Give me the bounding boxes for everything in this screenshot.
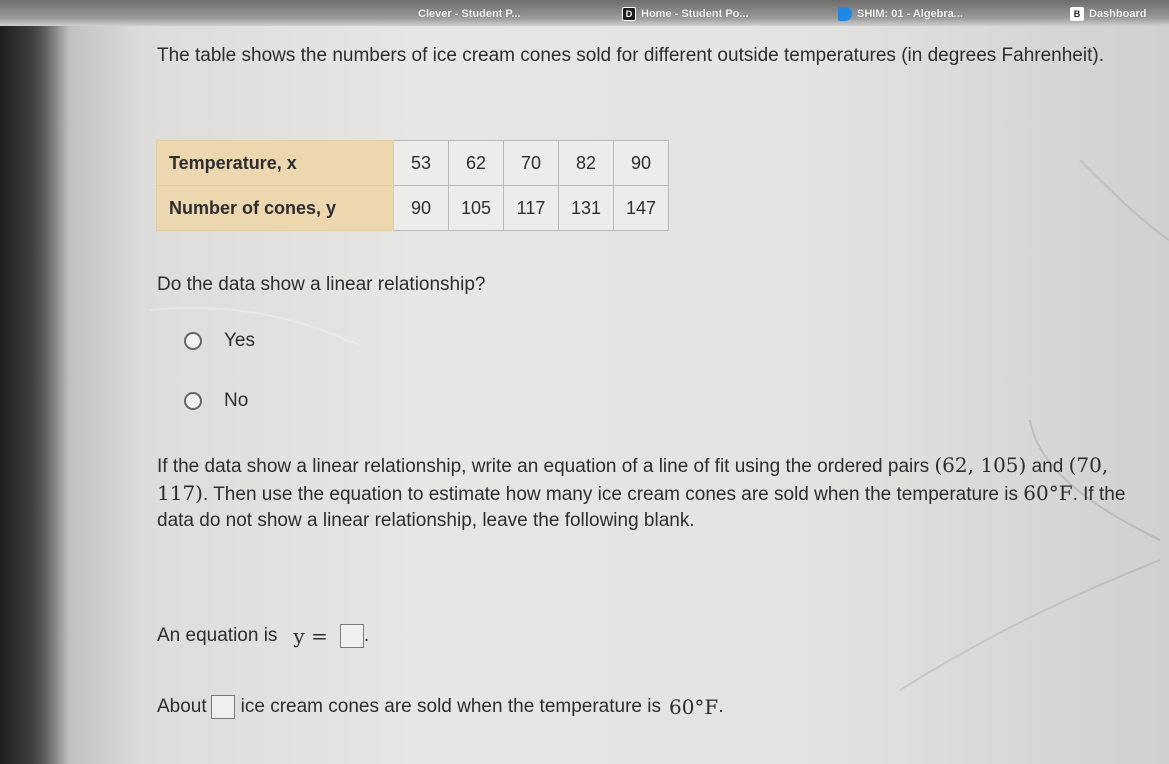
instructions-text: . Then use the equation to estimate how many ice cream cones are sold when the temperature is [202, 484, 1018, 505]
table-cell: 53 [394, 141, 449, 186]
question-text: Do the data show a linear relationship? [157, 274, 486, 295]
instructions-text: . If the data do not show a linear relationship, leave the following blank. [157, 484, 1126, 531]
tab-home-student-portal[interactable] [622, 5, 749, 23]
d-logo-icon: D [622, 7, 636, 21]
radio-yes[interactable] [184, 332, 202, 350]
data-table-container [156, 140, 669, 231]
about-suffix: ice cream cones are sold when the temperature is [240, 696, 661, 717]
table-cell: 70 [504, 141, 559, 186]
table-row [157, 141, 669, 186]
browser-tab-bar [0, 0, 1169, 26]
problem-intro: The table shows the numbers of ice cream cones sold for different outside temperatures (in degrees Fahrenheit). [157, 45, 1104, 66]
equation-lhs: y = [293, 624, 328, 648]
tab-algebra[interactable] [838, 5, 963, 23]
table-cell: 131 [559, 186, 614, 231]
ordered-pair-2: (70, 117) [157, 453, 1109, 505]
table-cell: 90 [394, 186, 449, 231]
table-cell: 82 [559, 141, 614, 186]
tab-label: SHIM: 01 - Algebra... [857, 8, 963, 20]
equation-label: An equation is [157, 625, 278, 646]
equation-line [157, 624, 369, 648]
screen-bezel [0, 0, 70, 764]
table-cell: 90 [614, 141, 669, 186]
row-header-temperature: Temperature, x [157, 141, 394, 186]
table-cell: 62 [449, 141, 504, 186]
option-label: No [224, 390, 249, 411]
instructions-paragraph [157, 452, 1147, 534]
tab-label: Clever - Student P... [418, 8, 521, 20]
table-cell: 117 [504, 186, 559, 231]
temperature-value: 60°F [1023, 481, 1073, 505]
instructions-text: If the data show a linear relationship, write an equation of a line of fit using the ordered pairs [157, 456, 930, 477]
option-no[interactable] [184, 390, 248, 412]
about-temperature: 60°F [668, 695, 719, 719]
dashboard-icon: B [1070, 7, 1084, 21]
tab-clever[interactable] [418, 5, 521, 23]
equation-period: . [363, 625, 370, 646]
option-yes[interactable] [184, 330, 255, 352]
equation-input[interactable] [340, 624, 364, 648]
data-table [156, 140, 669, 231]
radio-no[interactable] [184, 392, 202, 410]
ordered-pair-1: (62, 105) [934, 453, 1027, 477]
row-header-cones: Number of cones, y [157, 186, 394, 231]
instructions-text: and [1031, 456, 1064, 477]
table-row [157, 186, 669, 231]
bookmark-icon [838, 7, 852, 21]
estimate-line [157, 695, 724, 719]
estimate-input[interactable] [211, 695, 235, 719]
about-prefix: About [157, 696, 207, 717]
table-cell: 105 [449, 186, 504, 231]
about-end: . [718, 696, 724, 717]
table-cell: 147 [614, 186, 669, 231]
tab-label: Dashboard [1089, 8, 1147, 20]
option-label: Yes [224, 330, 255, 351]
tab-dashboard[interactable] [1070, 5, 1146, 23]
tab-label: Home - Student Po... [641, 8, 749, 20]
